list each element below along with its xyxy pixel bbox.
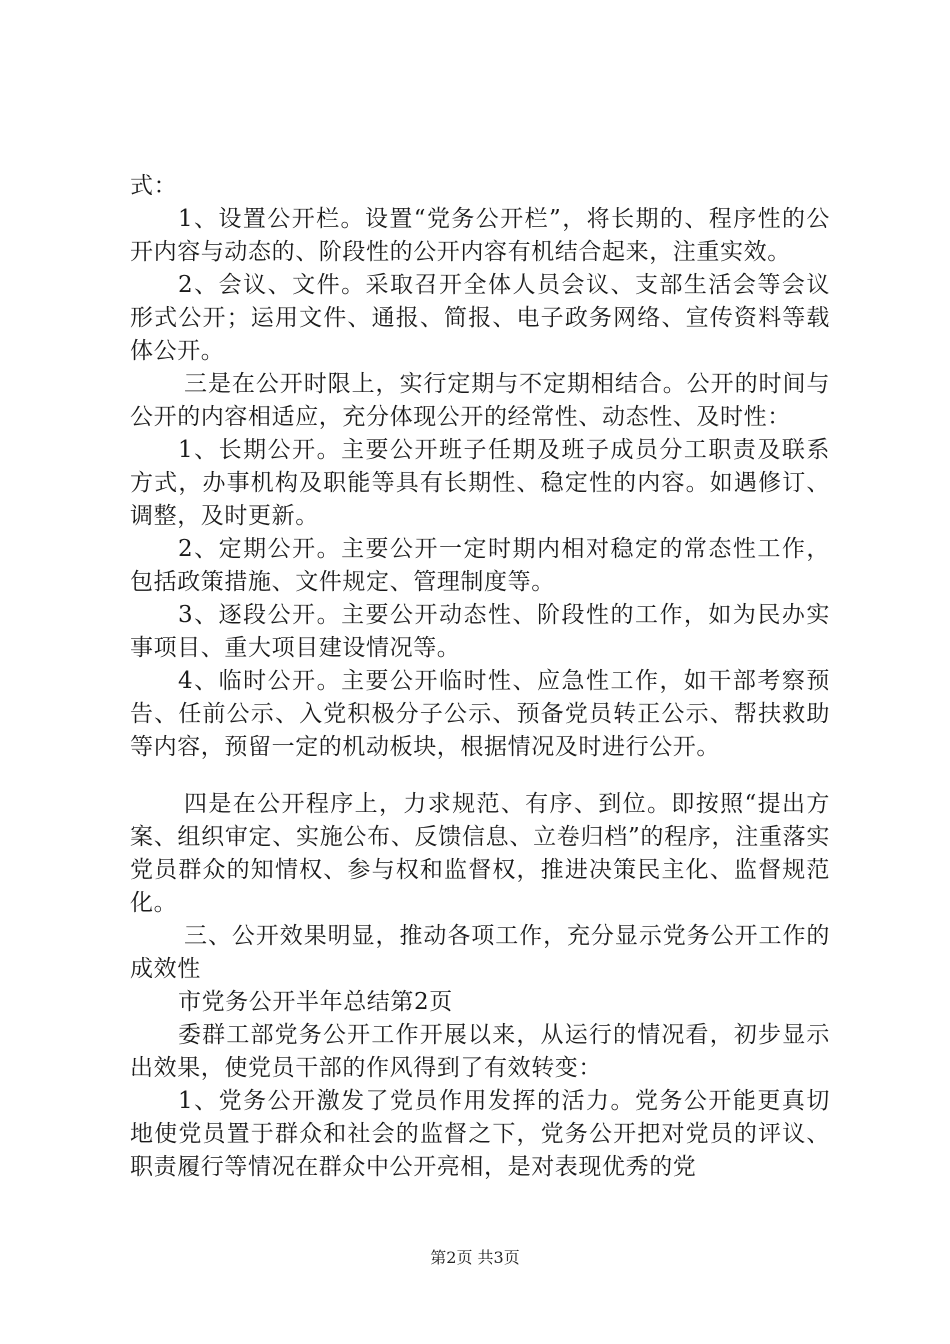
paragraph-13: 1、党务公开激发了党员作用发挥的活力。党务公开能更真切地使党员置于群众和社会的监督之下，党务公开把对党员的评议、职责履行等情况在群众中公开亮相，是对表现优秀的党: [130, 1088, 830, 1180]
paragraph-6: 2、定期公开。主要公开一定时期内相对稳定的常态性工作，包括政策措施、文件规定、管理制度等。: [130, 536, 830, 595]
paragraph-spacer: [130, 764, 830, 788]
paragraph-3: 2、会议、文件。采取召开全体人员会议、支部生活会等会议形式公开；运用文件、通报、简报、电子政务网络、宣传资料等载体公开。: [130, 272, 830, 364]
paragraph-1: 式：: [130, 173, 178, 199]
paragraph-5: 1、长期公开。主要公开班子任期及班子成员分工职责及联系方式，办事机构及职能等具有长期性、稳定性的内容。如遇修订、调整，及时更新。: [130, 437, 830, 529]
paragraph-9: 四是在公开程序上，力求规范、有序、到位。即按照“提出方案、组织审定、实施公布、反馈信息、立卷归档”的程序，注重落实党员群众的知情权、参与权和监督权，推进决策民主化、监督规范化。: [130, 791, 830, 916]
paragraph-12: 委群工部党务公开工作开展以来，从运行的情况看，初步显示出效果，使党员干部的作风得到了有效转变：: [130, 1022, 830, 1081]
paragraph-2: 1、设置公开栏。设置“党务公开栏”，将长期的、程序性的公开内容与动态的、阶段性的公开内容有机结合起来，注重实效。: [130, 206, 830, 265]
document-body: [130, 170, 830, 1184]
paragraph-10: 三、公开效果明显，推动各项工作，充分显示党务公开工作的成效性: [130, 923, 830, 982]
paragraph-8: 4、临时公开。主要公开临时性、应急性工作，如干部考察预告、任前公示、入党积极分子公示、预备党员转正公示、帮扶救助等内容，预留一定的机动板块，根据情况及时进行公开。: [130, 668, 830, 760]
paragraph-4: 三是在公开时限上，实行定期与不定期相结合。公开的时间与公开的内容相适应，充分体现公开的经常性、动态性、及时性：: [130, 371, 830, 430]
paragraph-11: 市党务公开半年总结第2页: [178, 989, 453, 1015]
page-footer: 第2页 共3页: [430, 1248, 520, 1267]
paragraph-7: 3、逐段公开。主要公开动态性、阶段性的工作，如为民办实事项目、重大项目建设情况等。: [130, 602, 830, 661]
